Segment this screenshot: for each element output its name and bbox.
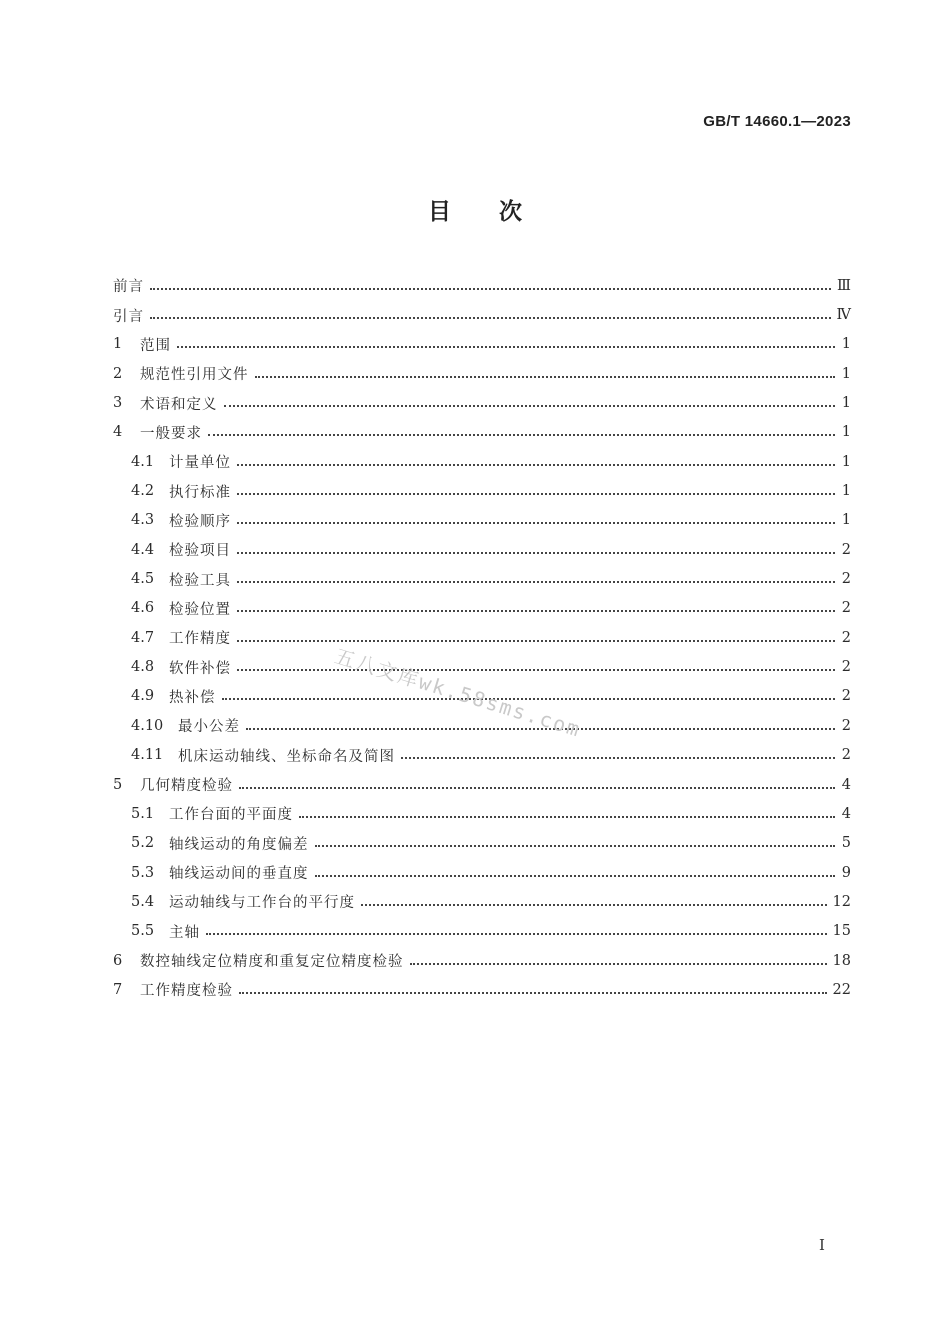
toc-entry-page: 2: [841, 717, 851, 734]
toc-entry-page: Ⅳ: [836, 307, 851, 324]
toc-entry[interactable]: [113, 594, 851, 623]
toc-entry-page: 2: [841, 688, 851, 705]
toc-dot-leader: [361, 904, 827, 906]
toc-entry-number: 6: [113, 952, 123, 969]
toc-entry-label: 运动轴线与工作台的平行度: [169, 895, 355, 912]
toc-dot-leader: [315, 875, 836, 877]
toc-dot-leader: [224, 405, 836, 407]
toc-entry-label: 软件补偿: [169, 660, 231, 677]
toc-entry[interactable]: [113, 564, 851, 593]
toc-entry-number: 4.6: [131, 600, 155, 617]
toc-entry-label: 轴线运动的角度偏差: [169, 836, 309, 853]
toc-dot-leader: [315, 845, 836, 847]
toc-entry-page: 22: [832, 981, 851, 998]
toc-entry[interactable]: [113, 476, 851, 505]
toc-entry-page: 15: [832, 923, 851, 940]
toc-entry-number: 5.4: [131, 893, 155, 910]
toc-entry-number: 4.5: [131, 571, 155, 588]
toc-entry-number: 1: [113, 336, 123, 353]
standard-code: GB/T 14660.1—2023: [703, 113, 851, 130]
toc-entry-page: 2: [841, 541, 851, 558]
toc-entry-number: 4.11: [131, 747, 164, 764]
toc-entry-label: 引言: [113, 308, 144, 325]
toc-dot-leader: [239, 992, 827, 994]
toc-entry[interactable]: [113, 741, 851, 770]
toc-dot-leader: [410, 963, 827, 965]
toc-dot-leader: [237, 640, 835, 642]
toc-dot-leader: [208, 434, 835, 436]
toc-entry-number: 4.9: [131, 688, 155, 705]
toc-entry[interactable]: [113, 300, 851, 329]
toc-entry-label: 几何精度检验: [140, 778, 233, 795]
toc-entry-page: 18: [832, 952, 851, 969]
toc-entry[interactable]: [113, 418, 851, 447]
toc-entry[interactable]: [113, 770, 851, 799]
toc-entry-label: 数控轴线定位精度和重复定位精度检验: [140, 954, 404, 971]
toc-entry-label: 范围: [140, 337, 171, 354]
toc-entry-page: 1: [841, 365, 851, 382]
toc-entry-label: 工作精度检验: [140, 983, 233, 1000]
toc-entry-page: 2: [841, 571, 851, 588]
toc-entry-label: 检验位置: [169, 601, 231, 618]
toc-entry[interactable]: [113, 359, 851, 388]
toc-entry-number: 5.1: [131, 805, 155, 822]
toc-entry-label: 检验顺序: [169, 513, 231, 530]
toc-entry-label: 最小公差: [178, 719, 240, 736]
toc-dot-leader: [299, 816, 835, 818]
toc-entry-page: 9: [841, 864, 851, 881]
toc-dot-leader: [239, 787, 835, 789]
page-number: I: [819, 1236, 825, 1254]
toc-dot-leader: [237, 552, 835, 554]
toc-entry[interactable]: [113, 652, 851, 681]
toc-entry[interactable]: [113, 506, 851, 535]
toc-entry-page: 2: [841, 747, 851, 764]
toc-entry[interactable]: [113, 887, 851, 916]
toc-entry-page: 4: [841, 776, 851, 793]
toc-entry-number: 4.10: [131, 717, 164, 734]
toc-entry[interactable]: [113, 858, 851, 887]
toc-entry-label: 检验项目: [169, 543, 231, 560]
toc-dot-leader: [237, 581, 835, 583]
toc-entry[interactable]: [113, 535, 851, 564]
toc-entry-page: 1: [841, 512, 851, 529]
toc-entry[interactable]: [113, 623, 851, 652]
toc-entry-label: 术语和定义: [140, 396, 218, 413]
toc-entry-label: 机床运动轴线、坐标命名及简图: [178, 748, 395, 765]
toc-entry-number: 4.1: [131, 453, 155, 470]
toc-entry-label: 轴线运动间的垂直度: [169, 866, 309, 883]
toc-entry-label: 一般要求: [140, 425, 202, 442]
toc-entry[interactable]: [113, 447, 851, 476]
toc-entry-label: 计量单位: [169, 455, 231, 472]
toc-entry-page: 1: [841, 483, 851, 500]
toc-entry-page: 1: [841, 424, 851, 441]
toc-entry-number: 4.4: [131, 541, 155, 558]
toc-entry-number: 4.7: [131, 629, 155, 646]
toc-dot-leader: [177, 346, 835, 348]
toc-entry-label: 前言: [113, 279, 144, 296]
toc-entry[interactable]: [113, 946, 851, 975]
toc-entry-number: 4: [113, 424, 123, 441]
toc-entry-page: 1: [841, 395, 851, 412]
toc-entry[interactable]: [113, 799, 851, 828]
toc-entry[interactable]: [113, 917, 851, 946]
toc-entry-label: 热补偿: [169, 689, 216, 706]
toc-entry-number: 5.3: [131, 864, 155, 881]
toc-entry-page: Ⅲ: [837, 277, 851, 294]
toc-entry-page: 1: [841, 453, 851, 470]
watermark: 五八文库wk.58sms.com: [331, 643, 585, 742]
toc-entry[interactable]: [113, 829, 851, 858]
toc-dot-leader: [237, 522, 835, 524]
toc-entry-page: 4: [841, 805, 851, 822]
toc-dot-leader: [150, 317, 831, 319]
toc-entry-page: 12: [832, 893, 851, 910]
table-of-contents: [113, 271, 851, 1005]
toc-entry-label: 工作台面的平面度: [169, 807, 293, 824]
page-title: 目次: [428, 199, 570, 225]
toc-entry-label: 执行标准: [169, 484, 231, 501]
toc-dot-leader: [237, 464, 835, 466]
toc-entry-page: 2: [841, 629, 851, 646]
toc-entry-page: 2: [841, 659, 851, 676]
toc-dot-leader: [255, 376, 836, 378]
toc-entry-label: 检验工具: [169, 572, 231, 589]
toc-dot-leader: [401, 757, 835, 759]
toc-dot-leader: [206, 933, 827, 935]
toc-entry-number: 3: [113, 395, 123, 412]
toc-entry-number: 5.5: [131, 923, 155, 940]
toc-dot-leader: [237, 493, 835, 495]
toc-dot-leader: [150, 288, 831, 290]
toc-dot-leader: [237, 610, 835, 612]
toc-entry-number: 5: [113, 776, 123, 793]
toc-entry-number: 7: [113, 981, 123, 998]
toc-entry-number: 5.2: [131, 835, 155, 852]
toc-entry[interactable]: [113, 975, 851, 1004]
toc-entry-label: 规范性引用文件: [140, 367, 249, 384]
toc-entry-number: 4.8: [131, 659, 155, 676]
toc-entry-number: 4.3: [131, 512, 155, 529]
toc-entry-label: 主轴: [169, 924, 200, 941]
toc-entry[interactable]: [113, 711, 851, 740]
toc-entry-page: 1: [841, 336, 851, 353]
toc-entry-number: 4.2: [131, 483, 155, 500]
toc-entry[interactable]: [113, 330, 851, 359]
toc-entry[interactable]: [113, 271, 851, 300]
toc-entry-number: 2: [113, 365, 123, 382]
toc-dot-leader: [237, 669, 835, 671]
toc-entry[interactable]: [113, 388, 851, 417]
toc-entry-label: 工作精度: [169, 631, 231, 648]
toc-entry-page: 5: [841, 835, 851, 852]
toc-entry-page: 2: [841, 600, 851, 617]
